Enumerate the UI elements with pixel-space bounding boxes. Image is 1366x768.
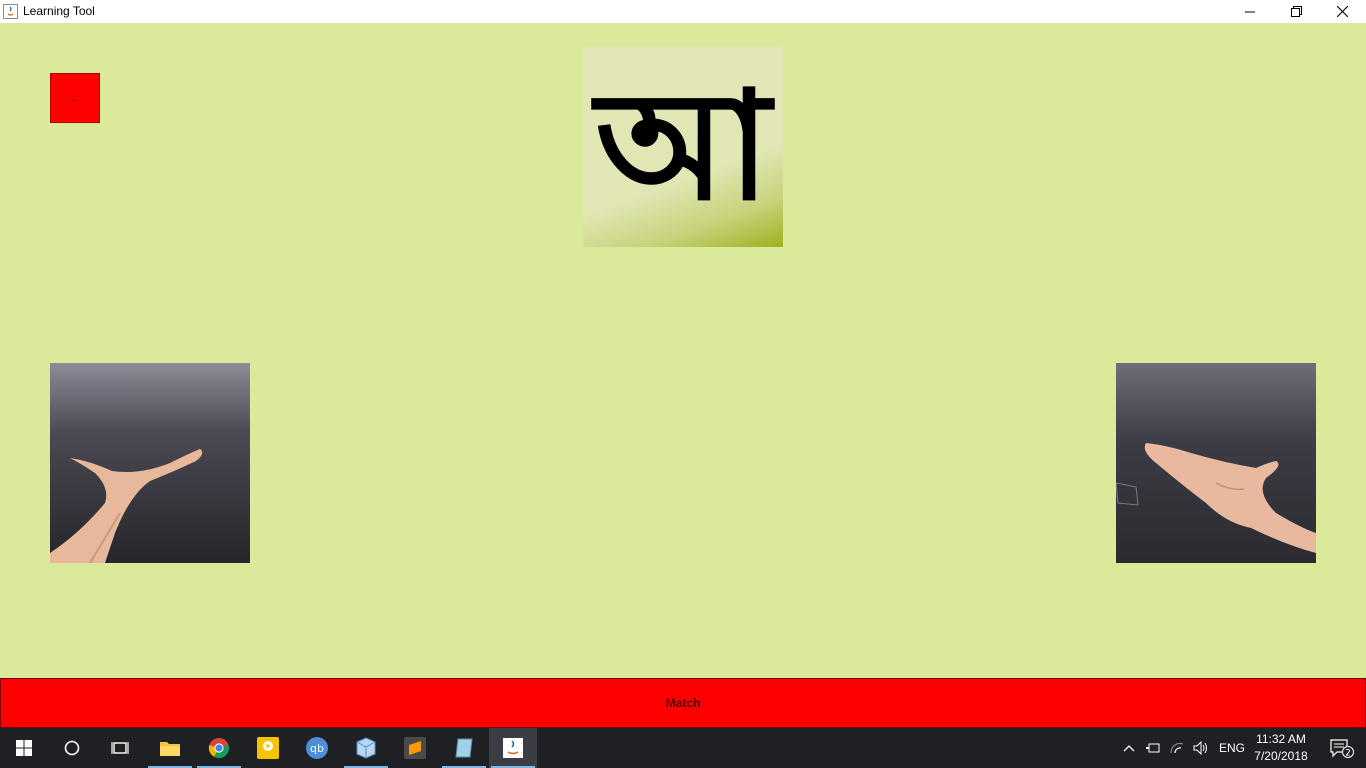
qbittorrent-icon <box>305 736 329 760</box>
task-view-button[interactable] <box>96 728 144 768</box>
sublime-text-taskbar[interactable] <box>391 728 439 768</box>
battery-icon <box>1145 742 1161 754</box>
notepad-icon <box>453 737 475 759</box>
window-title: Learning Tool <box>23 4 95 18</box>
hand-left-icon <box>50 363 250 563</box>
notification-icon <box>1328 737 1354 759</box>
cortana-icon <box>64 740 80 756</box>
speaker-icon <box>1193 741 1209 755</box>
svg-text:qb: qb <box>310 742 324 755</box>
java-app-icon <box>3 4 18 19</box>
virtualbox-taskbar[interactable] <box>342 728 390 768</box>
language-indicator[interactable]: ENG <box>1219 741 1246 755</box>
taskbar <box>0 728 1366 768</box>
notification-count: 2 <box>1345 748 1351 759</box>
restore-icon <box>1291 6 1302 17</box>
notepad-taskbar[interactable] <box>440 728 488 768</box>
chrome-taskbar[interactable] <box>195 728 243 768</box>
close-button[interactable] <box>1319 0 1365 23</box>
chevron-up-icon <box>1123 744 1135 752</box>
bengali-letter: আ <box>595 60 771 234</box>
letter-card <box>583 47 783 247</box>
sublime-icon <box>404 737 426 759</box>
action-center-button[interactable] <box>1318 728 1364 768</box>
hand-sign-left-image[interactable] <box>50 363 250 563</box>
java-icon <box>502 737 524 759</box>
close-icon <box>1337 6 1348 17</box>
clock[interactable] <box>1252 731 1310 765</box>
battery-tray[interactable] <box>1141 728 1165 768</box>
windows-icon <box>16 740 32 756</box>
hand-sign-right-image[interactable] <box>1116 363 1316 563</box>
restore-button[interactable] <box>1273 0 1319 23</box>
clock-time: 11:32 AM <box>1256 732 1306 746</box>
file-explorer-taskbar[interactable] <box>146 728 194 768</box>
show-hidden-icons[interactable] <box>1117 728 1141 768</box>
player-icon <box>257 737 279 759</box>
wifi-tray[interactable] <box>1165 728 1189 768</box>
minimize-button[interactable] <box>1227 0 1273 23</box>
chrome-icon <box>208 737 230 759</box>
clock-date: 7/20/2018 <box>1254 749 1308 763</box>
match-button[interactable]: Match <box>0 678 1366 728</box>
player-taskbar[interactable] <box>244 728 292 768</box>
cortana-button[interactable] <box>48 728 96 768</box>
main-panel <box>0 23 1366 728</box>
minimize-icon <box>1245 7 1255 17</box>
wifi-icon <box>1169 742 1185 754</box>
title-bar <box>0 0 1366 23</box>
folder-icon <box>159 739 181 757</box>
java-taskbar[interactable] <box>489 728 537 768</box>
start-button[interactable] <box>0 728 48 768</box>
options-button[interactable]: ... <box>50 73 100 123</box>
qbittorrent-taskbar[interactable] <box>293 728 341 768</box>
task-view-icon <box>111 740 129 756</box>
virtualbox-icon <box>355 737 377 759</box>
volume-tray[interactable] <box>1189 728 1213 768</box>
hand-right-icon <box>1116 363 1316 563</box>
